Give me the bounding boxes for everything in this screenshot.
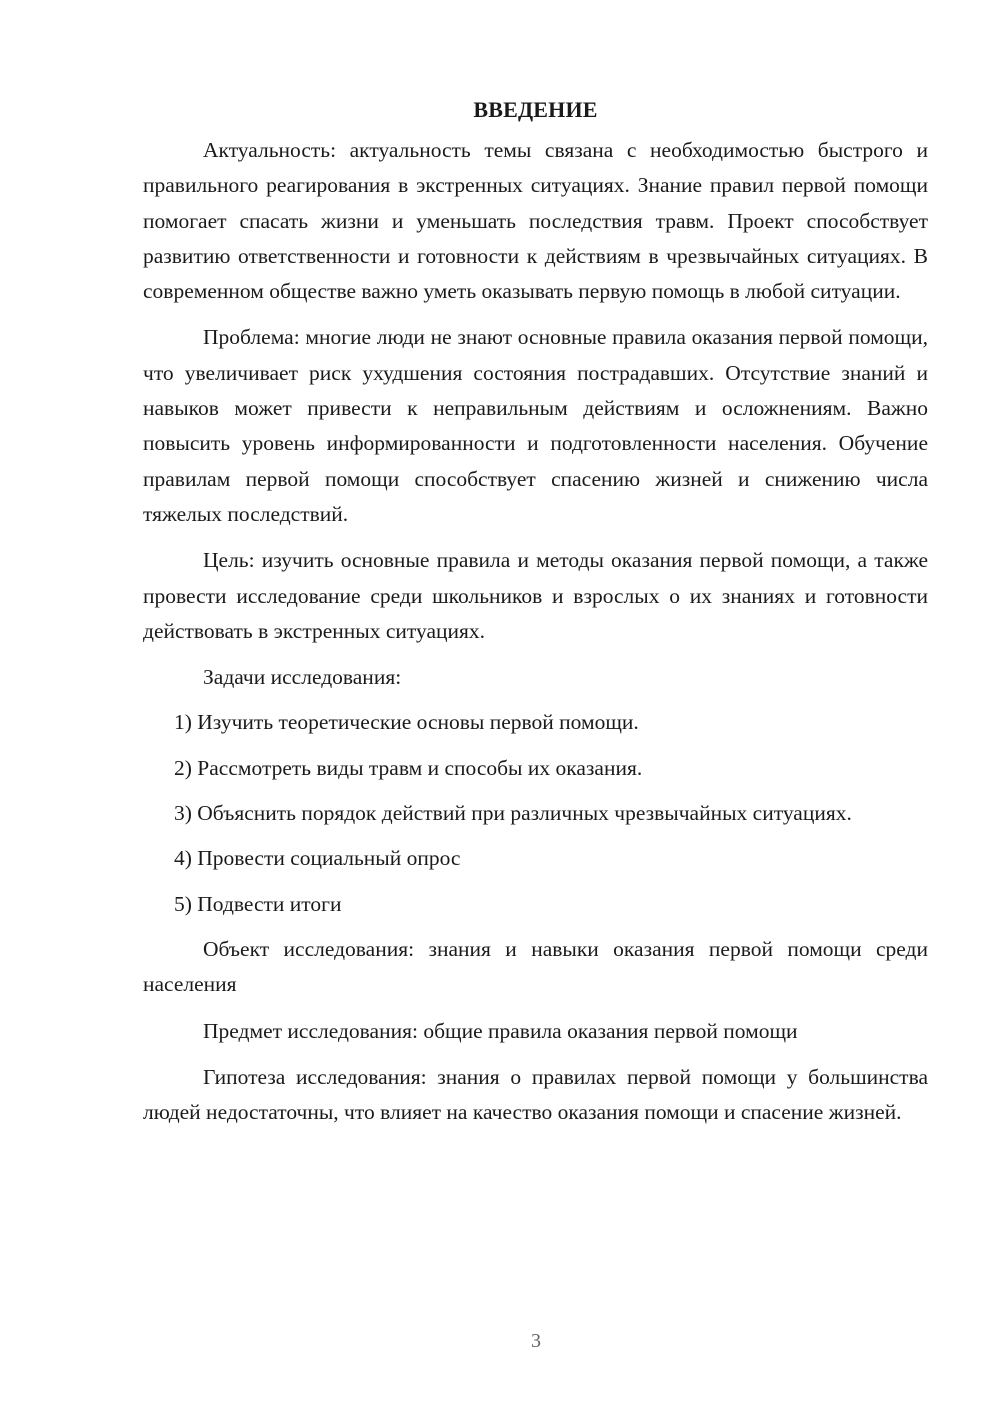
task-item-5: 5) Подвести итоги bbox=[174, 891, 342, 916]
relevance-paragraph: Актуальность: актуальность темы связана с необходимостью быстрого и правильного реагирования в экстренных ситуациях. Знание правил первой помощи помогает спасать жизни и уменьшать последствия травм. Проект способствует развитию ответственности и готовности к действиям в чрезвычайных ситуациях. В современном обществе важно уметь оказывать первую помощь в любой ситуации. bbox=[143, 138, 928, 304]
object-paragraph: Объект исследования: знания и навыки оказания первой помощи среди населения bbox=[143, 936, 928, 997]
hypothesis-paragraph: Гипотеза исследования: знания о правилах первой помощи у большинства людей недостаточны, что влияет на качество оказания помощи и спасение жизней. bbox=[143, 1064, 928, 1125]
task-item-1: 1) Изучить теоретические основы первой помощи. bbox=[174, 710, 639, 735]
task-item-4: 4) Провести социальный опрос bbox=[174, 846, 461, 871]
document-page bbox=[143, 92, 928, 1141]
task-item-3: 3) Объяснить порядок действий при различных чрезвычайных ситуациях. bbox=[174, 801, 852, 826]
task-item-2: 2) Рассмотреть виды травм и способы их оказания. bbox=[174, 755, 643, 780]
problem-paragraph: Проблема: многие люди не знают основные правила оказания первой помощи, что увеличивает риск ухудшения состояния пострадавших. Отсутствие знаний и навыков может привести к неправильным действиям и осложнениям. Важно повысить уровень информированности и подготовленности населения. Обучение правилам первой помощи способствует спасению жизней и снижению числа тяжелых последствий. bbox=[143, 325, 928, 526]
goal-paragraph: Цель: изучить основные правила и методы оказания первой помощи, а также провести исследование среди школьников и взрослых о их знаниях и готовности действовать в экстренных ситуациях. bbox=[143, 548, 928, 643]
page-title: ВВЕДЕНИЕ bbox=[473, 97, 598, 122]
page-number: 3 bbox=[531, 1330, 541, 1352]
tasks-heading: Задачи исследования: bbox=[203, 665, 402, 690]
subject-paragraph: Предмет исследования: общие правила оказания первой помощи bbox=[203, 1018, 798, 1043]
